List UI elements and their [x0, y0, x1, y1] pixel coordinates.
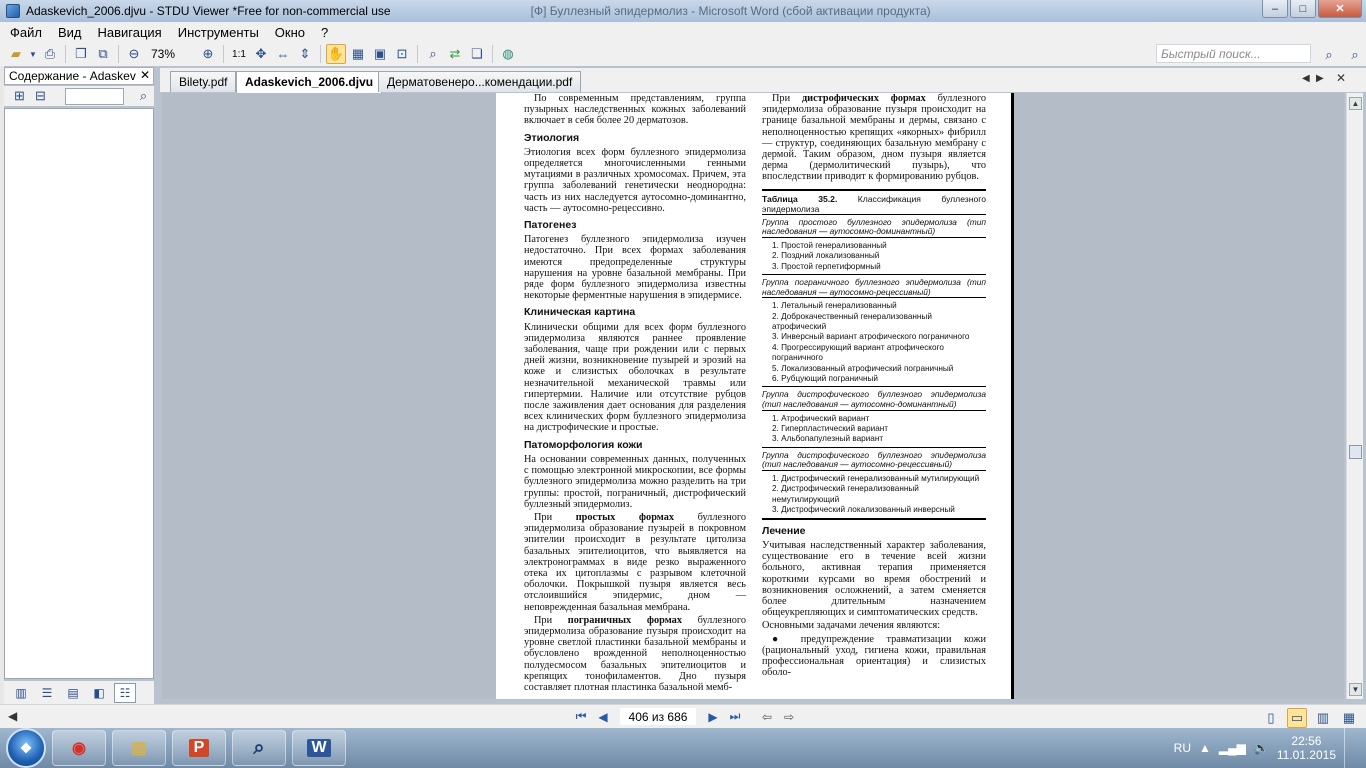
- find-icon[interactable]: ⌕: [429, 46, 437, 61]
- tasks-paragraph: Основными задачами лечения являются:: [762, 620, 941, 632]
- taskbar-powerpoint[interactable]: [172, 730, 226, 766]
- history-back-icon[interactable]: ⇦: [761, 709, 773, 724]
- bookmarks-tab-icon[interactable]: ☰: [41, 686, 53, 700]
- pathogenesis-paragraph: Патогенез буллезного эпидермолиза изучен недостаточно. При всех формах заболевания имеются предопределенные структуры нарушения на уровне базальной мембраны. При ряде форм буллезного эпидермолиза известны некоторые ферментные нарушения в эпидермисе.: [524, 234, 746, 302]
- zoom-out-icon[interactable]: ⊖: [128, 46, 140, 61]
- dystrophic-forms-paragraph: При дистрофических формах буллезного эпидермолиза образование пузыря происходит на границе базальной мембраны и дермы, связано с неполноценностью крепящих «якорных» фибрилл — структур, соединяющих базальную мембрану с дермой. Таким образом, дном пузыря является дерма (дермолитический пузырь), что впоследствии приводит к формированию рубцов.: [762, 93, 986, 183]
- menu-bar: [0, 22, 1366, 42]
- contents-pane-header: [4, 67, 154, 85]
- clock-time: 22:56: [1291, 734, 1322, 748]
- table-item: 4. Прогрессирующий вариант атрофического пограничного: [772, 342, 944, 363]
- taskbar: [0, 728, 1366, 768]
- contents-find-icon[interactable]: ⌕: [139, 88, 148, 103]
- heading-pathomorphology: Патоморфология кожи: [524, 438, 643, 451]
- bullet-paragraph: ● предупреждение травматизации кожи (рациональный уход, гигиена кожи, правильная профессиональная ориентация) и слизистых оболо-: [762, 633, 986, 679]
- network-icon[interactable]: ▂▄▆: [1218, 741, 1246, 755]
- menu-view[interactable]: Вид: [57, 24, 82, 40]
- treatment-paragraph: Учитывая наследственный характер заболевания, существование его в течение всей жизни больного, активная терапия применяется короткими курсами во время обострений и возникновения осложнений, а затем сменяется более длительным назначением общеукрепляющих и симптоматических средств.: [762, 539, 986, 619]
- taskbar-word[interactable]: [292, 730, 346, 766]
- tab-next-icon[interactable]: ▶: [1316, 73, 1324, 84]
- table-item: 2. Дистрофический генерализованный немутилирующий: [772, 484, 919, 504]
- fit-height-icon[interactable]: ⇕: [299, 46, 311, 61]
- close-pane-icon[interactable]: ✕: [139, 68, 150, 82]
- pathomorphology-paragraph: На основании современных данных, полученных с помощью электронной микроскопии, все формы буллезного эпидермолиза можно разделить на три группы: простой, пограничный, дистрофический буллезный эпидермолиз.: [524, 453, 746, 510]
- volume-icon[interactable]: 🔈: [1253, 741, 1269, 755]
- table-item: 3. Простой герпетиформный: [772, 261, 881, 271]
- contents-toolbar: [4, 86, 154, 106]
- taskbar-stdu-viewer[interactable]: [232, 730, 286, 766]
- quick-search-input[interactable]: Быстрый поиск...: [1156, 44, 1311, 63]
- menu-file[interactable]: Файл: [10, 24, 42, 40]
- table-title: Таблица 35.2. Классификация буллезного эпидермолиза: [762, 189, 986, 214]
- search-options-icon[interactable]: ⌕: [1351, 47, 1359, 62]
- facing-pages-icon[interactable]: ▥: [1316, 710, 1330, 725]
- tab-adaskevich[interactable]: Adaskevich_2006.djvu: [236, 71, 382, 93]
- table-group-items: [762, 297, 986, 386]
- table-group-heading: Группа пограничного буллезного эпидермолиза (тип наследования — аутосомно-рецессивный): [762, 274, 986, 297]
- clock[interactable]: [1277, 734, 1336, 762]
- table-item: 6. Рубцующий пограничный: [772, 374, 878, 384]
- history-forward-icon[interactable]: ⇨: [783, 709, 795, 724]
- search-tools: [1318, 45, 1366, 65]
- menu-help[interactable]: ?: [321, 24, 329, 40]
- left-pane-tabs: [4, 681, 154, 705]
- tab-close-icon[interactable]: ✕: [1336, 71, 1347, 85]
- search-results-tab-icon[interactable]: ◧: [93, 686, 105, 700]
- start-button[interactable]: [6, 728, 46, 768]
- select-text-icon[interactable]: ▦: [351, 46, 365, 61]
- table-item: 1. Простой генерализованный: [772, 240, 887, 250]
- table-item: 2. Поздний локализованный: [772, 251, 880, 261]
- system-tray: [1174, 728, 1366, 768]
- window-controls: [1262, 0, 1362, 18]
- table-item: 3. Инверсный вариант атрофического пограничного: [772, 332, 970, 342]
- fit-width-icon[interactable]: ⇔: [276, 46, 290, 62]
- page-navigation: [572, 708, 798, 725]
- menu-window[interactable]: Окно: [274, 24, 306, 40]
- fit-page-icon[interactable]: ✥: [255, 46, 267, 61]
- table-group-items: [762, 410, 986, 447]
- dropdown-arrow-icon[interactable]: ▼: [29, 49, 37, 59]
- heading-pathogenesis: Патогенез: [524, 219, 577, 232]
- thumbnails-tab-icon[interactable]: ▥: [15, 686, 27, 700]
- table-item: 3. Альбопапулезный вариант: [772, 434, 884, 444]
- app-logo-icon: [6, 4, 20, 18]
- view-mode-buttons: [1260, 708, 1360, 728]
- select-image-icon[interactable]: ▣: [373, 46, 387, 61]
- table-item: 3. Дистрофический локализованный инверсный: [772, 505, 955, 515]
- folder-icon: ▤: [131, 740, 147, 757]
- page-right-column: [762, 93, 986, 680]
- scroll-down-icon[interactable]: ▼: [1349, 683, 1362, 696]
- background-window-title: [Ф] Буллезный эпидермолиз - Microsoft Word (сбой активации продукта): [530, 4, 931, 18]
- heading-etiology: Этиология: [524, 131, 580, 144]
- scroll-up-icon[interactable]: ▲: [1349, 97, 1362, 110]
- table-group-heading: Группа дистрофического буллезного эпидермолиза (тип наследования — аутосомно-доминантный): [762, 386, 986, 409]
- table-group-items: [762, 470, 986, 518]
- contents-tree[interactable]: [4, 108, 154, 679]
- taskbar-explorer[interactable]: [112, 730, 166, 766]
- single-page-icon[interactable]: ▯: [1267, 710, 1275, 725]
- title-bar: [0, 0, 1366, 22]
- windows-logo-icon: ❖: [19, 739, 33, 756]
- copy-page-icon[interactable]: ❐: [75, 46, 87, 61]
- continuous-icon[interactable]: ▭: [1287, 708, 1307, 728]
- heading-treatment: Лечение: [762, 524, 806, 537]
- table-group-heading: Группа простого буллезного эпидермолиза (тип наследования — аутосомно-доминантный): [762, 214, 986, 237]
- table-item: 2. Доброкачественный генерализованный атрофический: [772, 311, 932, 332]
- table-bottom-rule: [762, 518, 986, 520]
- document-tabs: [160, 68, 1366, 92]
- snapshot-icon[interactable]: ⊡: [396, 46, 408, 61]
- vertical-scrollbar[interactable]: [1346, 93, 1363, 699]
- table-item: 1. Атрофический вариант: [772, 413, 870, 423]
- scroll-thumb[interactable]: [1349, 445, 1362, 459]
- language-indicator[interactable]: RU: [1173, 741, 1192, 755]
- export-icon[interactable]: ⧉: [98, 46, 108, 61]
- actual-size-button[interactable]: 1:1: [232, 48, 246, 60]
- hscroll-left-icon[interactable]: ◀: [8, 709, 18, 723]
- print-icon[interactable]: ⎙: [44, 46, 56, 61]
- collapse-all-icon[interactable]: ⊟: [35, 88, 46, 103]
- etiology-paragraph: Этиология всех форм буллезного эпидермолиза определяется многочисленными генными мутациями в различных хромосомах. Причем, эта группа заболеваний генетически неоднородна: часть из них наследуется аутосомно-доминантно, часть — аутосомно-рецессивно.: [524, 146, 746, 214]
- open-folder-icon[interactable]: ▰: [11, 46, 21, 61]
- table-item: 1. Летальный генерализованный: [772, 301, 897, 311]
- last-page-icon[interactable]: ⏭: [729, 709, 741, 723]
- page-left-column: [524, 93, 746, 695]
- hand-tool-icon[interactable]: ✋: [326, 44, 346, 64]
- tab-dermatovenerology[interactable]: Дерматовенеро...комендации.pdf: [378, 71, 581, 92]
- clinical-paragraph: Клинически общими для всех форм буллезного эпидермолиза являются раннее проявление заболевания, чаще при рождении или с первых дней жизни, возникновение пузырей и эрозий на коже и слизистых оболочках в результате незначительной механической травмы или гипертермии. Наличие или отсутствие рубцов после заживления дает основания для разделения всех клинических форм буллезного эпидермолиза на дистрофические и простые.: [524, 321, 746, 434]
- menu-navigation[interactable]: Навигация: [97, 24, 162, 40]
- table-item: 2. Гиперпластический вариант: [772, 424, 889, 434]
- table-group-heading: Группа дистрофического буллезного эпидермолиза (тип наследования — аутосомно-рецессивный): [762, 447, 986, 470]
- pages-icon[interactable]: ❏: [471, 46, 483, 61]
- notes-tab-icon[interactable]: ▤: [67, 686, 79, 700]
- search-binoculars-icon[interactable]: ⌕: [1325, 47, 1333, 62]
- tray-expand-icon[interactable]: ▲: [1199, 741, 1211, 755]
- document-view[interactable]: [162, 93, 1344, 699]
- table-item: 1. Дистрофический генерализованный мутилирующий: [772, 474, 980, 484]
- contents-tab-icon[interactable]: ☷: [114, 683, 136, 703]
- minimize-button[interactable]: –: [1262, 0, 1288, 18]
- prev-page-icon[interactable]: ◀: [598, 709, 608, 724]
- maximize-button[interactable]: □: [1290, 0, 1316, 18]
- chrome-icon: ◉: [72, 740, 86, 757]
- page-indicator[interactable]: 406 из 686: [620, 708, 696, 725]
- next-page-icon[interactable]: ▶: [708, 709, 718, 724]
- show-desktop-button[interactable]: [1344, 728, 1356, 768]
- heading-clinical: Клиническая картина: [524, 306, 636, 319]
- close-button[interactable]: ✕: [1318, 0, 1362, 18]
- table-group-items: [762, 237, 986, 274]
- first-page-icon[interactable]: ⏮: [575, 709, 587, 723]
- magnifier-icon: ⌕: [253, 736, 265, 759]
- status-bar: [0, 704, 1366, 728]
- tab-prev-icon[interactable]: ◀: [1302, 73, 1310, 84]
- document-page: [496, 93, 1014, 699]
- window-title: Adaskevich_2006.djvu - STDU Viewer *Free for non-commercial use: [26, 4, 391, 18]
- menu-tools[interactable]: Инструменты: [177, 24, 259, 40]
- contents-search-input[interactable]: [65, 88, 124, 105]
- zoom-in-icon[interactable]: ⊕: [202, 46, 214, 61]
- tab-bilety[interactable]: Bilety.pdf: [170, 71, 236, 92]
- expand-all-icon[interactable]: ⊞: [14, 88, 25, 103]
- clock-date: 11.01.2015: [1276, 748, 1336, 762]
- zoom-level[interactable]: 73%: [151, 47, 176, 61]
- powerpoint-icon: P: [189, 739, 210, 757]
- word-icon: W: [307, 739, 330, 757]
- contents-pane-title: Содержание - Adaskev: [9, 69, 136, 83]
- simple-forms-paragraph: При простых формах буллезного эпидермолиза образование пузырей в покровном эпителии происходит в результате цитолиза базальных эпителиоцитов, что выявляется на электронограммах в виде резко выраженного отека их цитоплазмы с разрывом клеточной оболочки. Покрышкой пузыря является весь отслоившийся эпидермис, дном — неповрежденная базальная мембрана.: [524, 511, 746, 613]
- table-item: 5. Локализованный атрофический пограничный: [772, 363, 954, 373]
- taskbar-chrome[interactable]: [52, 730, 106, 766]
- continuous-facing-icon[interactable]: ▦: [1342, 710, 1356, 725]
- web-icon[interactable]: ◍: [502, 46, 514, 61]
- intro-paragraph: По современным представлениям, группа пузырных наследственных кожных заболеваний включает в себя более 20 дерматозов.: [524, 93, 746, 127]
- border-forms-paragraph: При пограничных формах буллезного эпидермолиза образование пузыря происходит на уровне светлой пластинки базальной мембраны и обусловлено врожденной неполноценностью полудесмосом базальных эпителиоцитов и крепящих тонофиламентов. Дно пузыря составляет плотная пластинка базальной мемб-: [524, 614, 746, 693]
- sync-icon[interactable]: ⇄: [449, 46, 461, 61]
